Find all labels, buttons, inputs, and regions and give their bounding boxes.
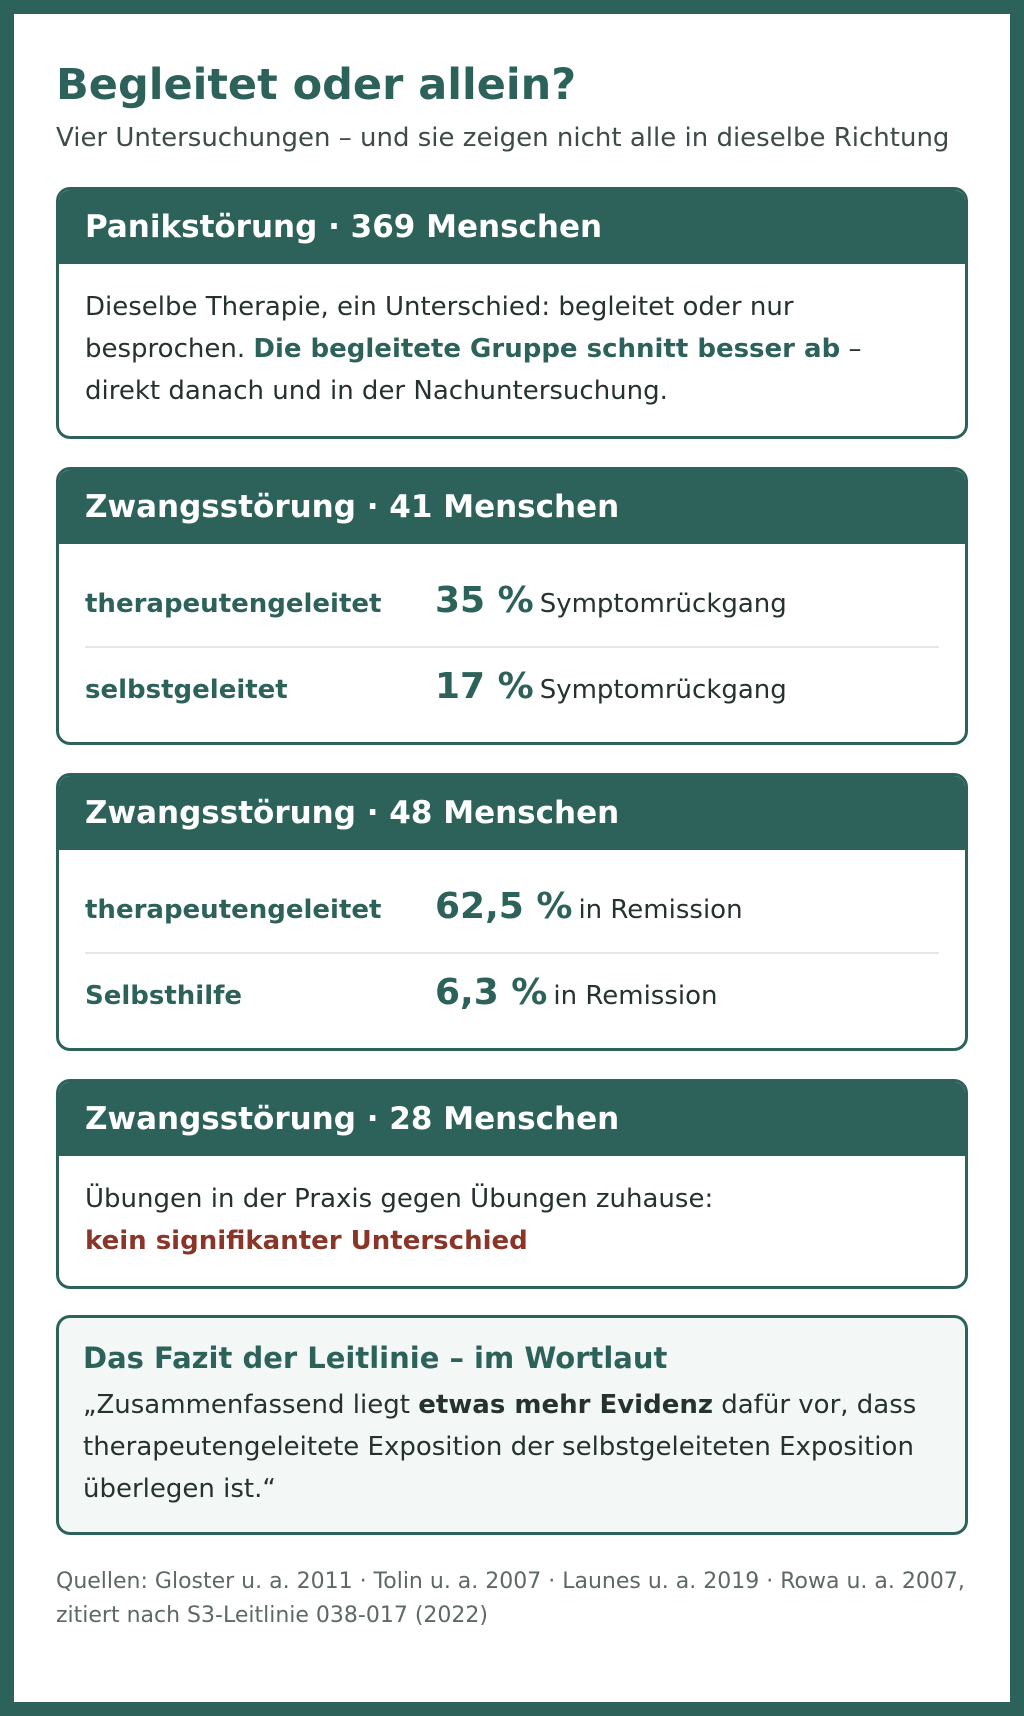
study-card-heading: Panikstörung · 369 Menschen [59,190,965,264]
result-number: 35 % [435,580,534,622]
description-text: Übungen in der Praxis gegen Übungen zuhause: [85,1184,714,1215]
result-no-difference: kein signifikanter Unterschied [85,1226,528,1257]
result-value [435,648,787,707]
sources-footnote: Quellen: Gloster u. a. 2011 · Tolin u. a. 2007 · Launes u. a. 2019 · Rowa u. a. 2007, zitiert nach S3-Leitlinie 038-017 (2022) [56,1569,965,1629]
result-row [85,646,939,730]
result-unit: in Remission [553,981,718,1012]
quote-emphasis: etwas mehr Evidenz [418,1390,713,1421]
page-title: Begleitet oder allein? [56,60,577,110]
guideline-conclusion-box [56,1315,968,1535]
group-label: therapeutengeleitet [85,589,382,620]
description-text: – direkt danach und in der Nachuntersuchung. [85,334,862,407]
result-rows [59,544,965,742]
conclusion-quote [83,1384,941,1510]
quote-text: „Zusammenfassend liegt [83,1390,419,1421]
result-unit: Symptomrückgang [539,589,787,620]
quote-text: dafür vor, dass therapeutengeleitete Exposition der selbstgeleiteten Exposition überlegen ist.“ [83,1390,917,1505]
study-card-panic [56,187,968,439]
study-card-heading: Zwangsstörung · 48 Menschen [59,776,965,850]
result-number: 17 % [435,666,534,708]
result-number: 62,5 % [435,886,573,928]
page-subtitle: Vier Untersuchungen – und sie zeigen nicht alle in dieselbe Richtung [56,122,950,153]
result-unit: in Remission [578,895,743,926]
result-row [85,868,939,952]
group-label: selbstgeleitet [85,675,288,706]
result-value [435,868,743,927]
description-highlight: Die begleitete Gruppe schnitt besser ab [253,334,841,365]
description-text: Dieselbe Therapie, ein Unterschied: begleitet oder nur besprochen. [85,292,794,365]
result-value [435,954,718,1013]
result-unit: Symptomrückgang [539,675,787,706]
result-row [85,952,939,1036]
group-label: therapeutengeleitet [85,895,382,926]
group-label: Selbsthilfe [85,981,243,1012]
result-number: 6,3 % [435,972,548,1014]
infographic-sheet [14,14,1010,1702]
study-card-heading: Zwangsstörung · 28 Menschen [59,1082,965,1156]
conclusion-title: Das Fazit der Leitlinie – im Wortlaut [83,1341,668,1376]
study-card-description [59,1156,965,1286]
result-value [435,562,787,621]
study-card-description [59,264,965,436]
study-card-ocd-41 [56,467,968,745]
infographic-content [56,60,968,1633]
result-row [85,562,939,646]
study-card-ocd-48 [56,773,968,1051]
study-card-heading: Zwangsstörung · 41 Menschen [59,470,965,544]
study-card-ocd-28 [56,1079,968,1289]
result-rows [59,850,965,1048]
